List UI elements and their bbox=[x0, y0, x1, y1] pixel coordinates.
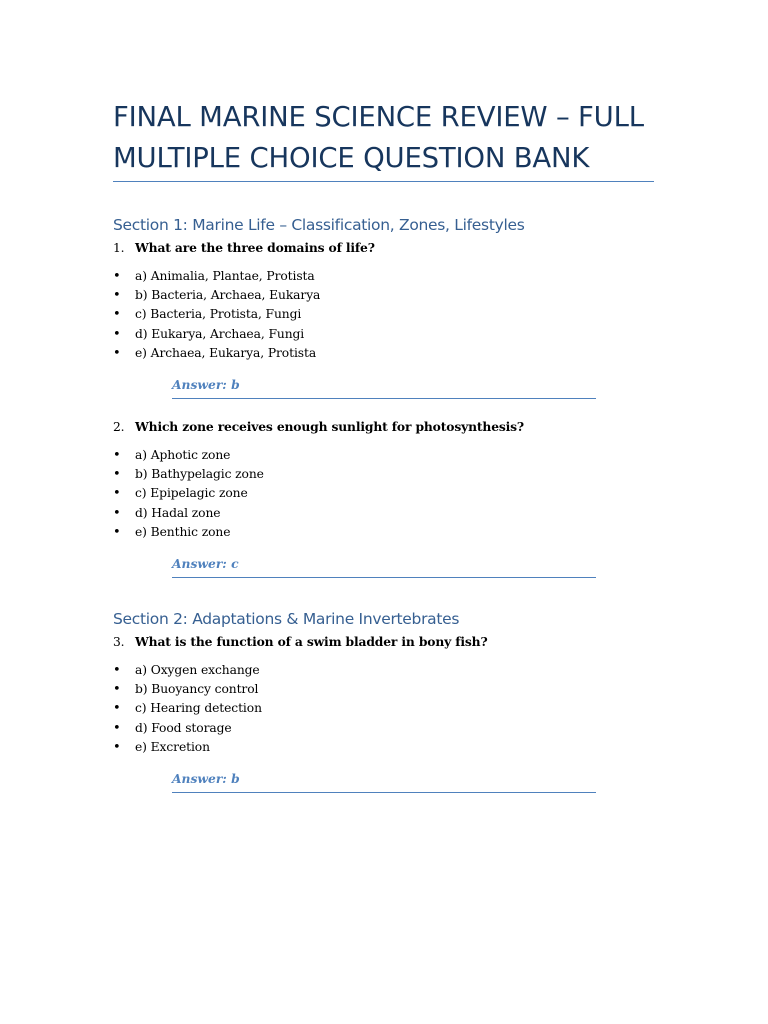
bullet-icon: • bbox=[113, 720, 121, 736]
question-text: Which zone receives enough sunlight for photosynthesis? bbox=[135, 419, 524, 435]
options-list bbox=[113, 661, 658, 757]
option-item bbox=[113, 286, 658, 305]
question-number: 1. bbox=[113, 241, 125, 255]
option-text: c) Bacteria, Protista, Fungi bbox=[135, 307, 302, 322]
option-text: e) Excretion bbox=[135, 739, 210, 754]
question-block bbox=[113, 239, 658, 399]
options-list bbox=[113, 267, 658, 363]
option-item bbox=[113, 446, 658, 465]
option-text: e) Archaea, Eukarya, Protista bbox=[135, 345, 317, 360]
option-item bbox=[113, 305, 658, 324]
option-item bbox=[113, 719, 658, 738]
bullet-icon: • bbox=[113, 524, 121, 540]
option-item bbox=[113, 738, 658, 757]
bullet-icon: • bbox=[113, 486, 121, 502]
option-item bbox=[113, 523, 658, 542]
bullet-icon: • bbox=[113, 326, 121, 342]
section-heading: Section 1: Marine Life – Classification, Zones, Lifestyles bbox=[113, 216, 525, 234]
option-text: c) Hearing detection bbox=[135, 701, 262, 716]
option-text: d) Food storage bbox=[135, 720, 232, 735]
option-text: d) Eukarya, Archaea, Fungi bbox=[135, 326, 305, 341]
options-list bbox=[113, 446, 658, 542]
answer-line: Answer: c bbox=[172, 555, 596, 578]
question bbox=[113, 418, 658, 436]
question-number: 3. bbox=[113, 635, 125, 650]
question-text: What is the function of a swim bladder in bony fish? bbox=[135, 634, 488, 650]
option-item bbox=[113, 325, 658, 344]
question bbox=[113, 633, 658, 651]
question-text: What are the three domains of life? bbox=[135, 240, 375, 255]
bullet-icon: • bbox=[113, 448, 121, 464]
option-text: b) Bacteria, Archaea, Eukarya bbox=[135, 288, 321, 303]
option-item bbox=[113, 661, 658, 680]
option-item bbox=[113, 504, 658, 523]
option-item bbox=[113, 344, 658, 363]
bullet-icon: • bbox=[113, 682, 121, 698]
section-heading: Section 2: Adaptations & Marine Invertebrates bbox=[113, 610, 460, 629]
bullet-icon: • bbox=[113, 467, 121, 483]
question-block bbox=[113, 418, 658, 578]
option-item bbox=[113, 484, 658, 503]
bullet-icon: • bbox=[113, 739, 121, 755]
option-item bbox=[113, 465, 658, 484]
bullet-icon: • bbox=[113, 505, 121, 521]
document-page bbox=[113, 0, 658, 793]
option-text: e) Benthic zone bbox=[135, 524, 231, 539]
option-text: a) Animalia, Plantae, Protista bbox=[135, 269, 315, 283]
option-item bbox=[113, 699, 658, 718]
bullet-icon: • bbox=[113, 307, 121, 323]
option-item bbox=[113, 680, 658, 699]
option-text: a) Oxygen exchange bbox=[135, 663, 260, 678]
bullet-icon: • bbox=[113, 345, 121, 361]
option-item bbox=[113, 267, 658, 286]
bullet-icon: • bbox=[113, 701, 121, 717]
question bbox=[113, 239, 658, 257]
option-text: c) Epipelagic zone bbox=[135, 486, 248, 501]
question-block bbox=[113, 633, 658, 793]
question-number: 2. bbox=[113, 420, 125, 435]
bullet-icon: • bbox=[113, 269, 121, 284]
bullet-icon: • bbox=[113, 288, 121, 304]
option-text: a) Aphotic zone bbox=[135, 448, 231, 463]
option-text: d) Hadal zone bbox=[135, 505, 221, 520]
option-text: b) Bathypelagic zone bbox=[135, 467, 264, 482]
answer-line: Answer: b bbox=[172, 376, 596, 399]
document-title: FINAL MARINE SCIENCE REVIEW – FULL MULTIPLE CHOICE QUESTION BANK bbox=[113, 97, 654, 182]
bullet-icon: • bbox=[113, 663, 121, 679]
answer-line: Answer: b bbox=[172, 770, 596, 793]
option-text: b) Buoyancy control bbox=[135, 682, 259, 697]
